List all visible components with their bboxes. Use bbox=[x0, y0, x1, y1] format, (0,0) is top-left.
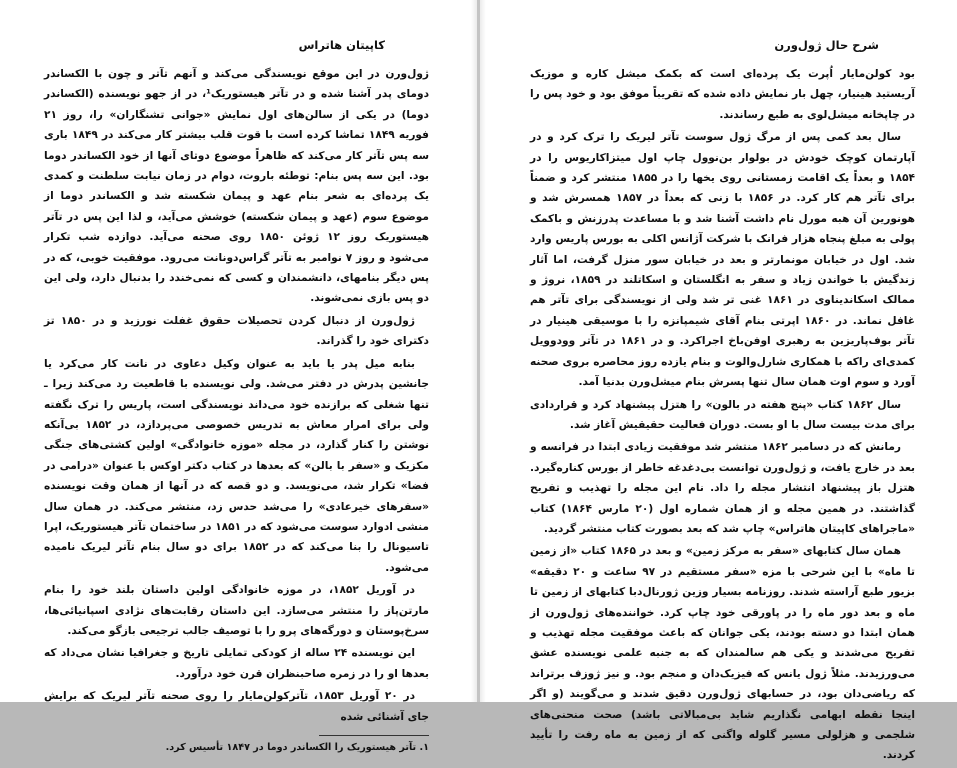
paragraph: بود کولن‌مایار اُپرت یک پرده‌ای است که بکمک میشل کاره و موزیک آریستید هینیار، چهل بار نمایش داده شده که تقریباً موفق بود و خود پس را در چاپخانه میشل‌لوی به طبع رساندند. bbox=[530, 68, 915, 121]
left-page bbox=[0, 0, 477, 753]
gutter-shadow bbox=[471, 0, 477, 702]
paragraph: رمانش که در دسامبر ۱۸۶۲ منتشر شد موفقیت زیادی ابتدا در فرانسه و بعد در خارج یافت، و ژول‌ورن توانست بی‌دغدغه خاطر از بورس کناره‌گیرد. هتزل باز پیشنهاد انتشار مجله را داد. نام این مجله را تهذیب و تفریح گذاشتند. در همین مجله و از همان شماره اول (۲۰ مارس ۱۸۶۴) کتاب «ماجراهای کاپیتان هاتراس» چاپ شد که بعد بصورت کتاب منتشر گردید. bbox=[530, 441, 915, 535]
paragraph: سال بعد کمی پس از مرگ ژول سوست تآتر لیریک را ترک کرد و در آپارتمان کوچک خودش در بولوار بن‌نوول چاپ اول میتزاکاریوس را در ۱۸۵۴ و بعداً یک اقامت زمستانی روی یخها را در ۱۸۵۵ منتشر کرد و ضمناً برای تآتر هم کار کرد. در ۱۸۵۶ با زنی که بعداً در ۱۸۵۷ همسرش شد و هونورین آن هبه مورل نام داشت آشنا شد و با مساعدت پدرزنش و باکمک پولی به مبلغ پنجاه هزار فرانک با شرکت آژانس اکلی به بورس پاریس وارد شد. اول در خیابان مونمارتر و بعد در خیابان سور منزل گرفت، اما آثار زندگیش با خواندن زیاد و سفر به انگلستان و اسکاتلند در ۱۸۵۹، نروژ و ممالک اسکاندیناوی در ۱۸۶۱ غنی تر شد ولی از نویسندگی برای تآتر هم غافل نماند. در ۱۸۶۰ اپرتی بنام آقای شیمپانزه را با موسیقی هینیار در تآتر بوف‌پاریزین به رهبری اوفن‌باخ اجراکرد. و در ۱۸۶۱ در تآتر وودوویل کمدی‌ای راکه با همکاری شارل‌والوت و بنام یازده روز محاصره بروی صحنه آورد و سوم اوت همان سال تنها پسرش بنام میشل‌ورن بدنیا آمد. bbox=[530, 131, 916, 389]
gutter-shadow bbox=[480, 0, 486, 702]
left-running-head: کاپیتان هاتراس bbox=[298, 38, 385, 52]
paragraph: در ۲۰ آوریل ۱۸۵۳، تآترکولن‌مایار را روی صحنه تآتر لیریک که برایش جای آشنائی شده bbox=[44, 690, 429, 723]
paragraph: همان سال کتابهای «سفر به مرکز زمین» و بعد در ۱۸۶۵ کتاب «از زمین تا ماه» با این شرحی با مزه «سفر مستقیم در ۹۷ ساعت و ۲۰ دقیقه» بزیور طبع آراسته شدند. روزنامه بسیار وزین ژورنال‌دبا کتابهای از زمین تا ماه و بعد دور ماه را در پاورقی خود چاپ کرد. خواننده‌های ژول‌ورن از همان ابتدا دو دسته بودند، یکی جوانان که باعث موفقیت مجله تهذیب و تفریح می‌شدند و یکی هم سالمندان که به جنبه علمی نویسنده عشق می‌ورزیدند. مثلاً ژول یانس که فیزیک‌دان و منجم بود. و نیز ژوزف برتراند که ریاضی‌دان بود، در حسابهای ژول‌ورن دقیق شدند و می‌گویند (و اگر اینجا نقطه ابهامی نگذاریم شاید بی‌مبالاتی باشد) صحت منحنی‌های شلجمی و هزلولی مسیر گلوله واگنی که از زمین به ماه رفت را تأیید کردند. bbox=[530, 545, 915, 762]
right-running-head: شرح حال ژول‌ورن bbox=[774, 38, 879, 52]
paragraph: ژول‌ورن از دنبال کردن تحصیلات حقوق غفلت نورزید و در ۱۸۵۰ تز دکترای خود را گذراند. bbox=[44, 314, 429, 348]
paragraph: این نویسنده ۲۴ ساله از کودکی تمایلی تاریخ و جغرافیا نشان می‌داد که بعدها او را در زمره صاحبنظران قرن خود درآورد. bbox=[44, 647, 429, 680]
left-page-body bbox=[44, 64, 429, 756]
right-page-body bbox=[530, 64, 915, 768]
right-page bbox=[480, 0, 957, 762]
footnote-divider bbox=[319, 735, 429, 736]
paragraph: سال ۱۸۶۲ کتاب «پنج هفته در بالون» را هتزل پیشنهاد کرد و قراردادی برای مدت بیست سال با او بست. دوران فعالیت حقیقیش آغاز شد. bbox=[530, 398, 915, 431]
footnote: ۱. تآتر هیستوریک را الکساندر دوما در ۱۸۴۷ تأسیس کرد. bbox=[165, 742, 429, 753]
paragraph: در آوریل ۱۸۵۲، در موزه خانوادگی اولین داستان بلند خود را بنام مارتن‌پاز را منتشر می‌سازد. این داستان رقابت‌های نژادی اسپانیائی‌ها، سرخ‌پوستان و دورگه‌های پرو را با توصیف جالب ترجیعی بازگو می‌کند. bbox=[44, 584, 429, 637]
paragraph: ژول‌ورن در این موقع نویسندگی می‌کند و آنهم تآتر و چون با الکساندر دومای پدر آشنا شده و در تآتر هیستوریک¹، در از جهو نویسنده (الکساندر دوما) در یکی از سالن‌های اول نمایش «جوانی تشنگاران» را، روز ۲۱ فوریه ۱۸۴۹ تماشا کرده است با قوت قلب بیشتر کار می‌کند در ۱۸۴۹ باری سه پس تآتر کار می‌کند که ظاهراً موضوع دوتای آنها از خود الکساندر دوما بود. این سه پس بنام: توطئه باروت، دوام در زمان نیابت سلطنت و کمدی یک پرده‌ای به شعر بنام عهد و پیمان شکسته شد و الکساندر دوما از موضوع سوم (عهد و پیمان شکسته) خوشش می‌آید، و لذا این پس در تآتر هیستوریک روز ۱۲ ژوئن ۱۸۵۰ روی صحنه می‌آید. دوازده شب تکرار می‌شود و روز ۷ نوامبر به تآتر گراس‌دونانت می‌رود. موفقیت خوبی، که در پس دیگر بنامهای، دانشمندان و کسی که نمی‌خندد را بدنبال دارد، ولی این دو پس بازی نمی‌شوند. bbox=[44, 68, 429, 305]
paragraph: بنابه میل پدر یا باید به عنوان وکیل دعاوی در نانت کار می‌کرد یا جانشین پدرش در دفتر می‌شد. ولی نویسنده با قاطعیت رد می‌کند زیرا ـ تنها شغلی که برازنده خود می‌داند نویسندگی است، پاریس را ترک نگفته ولی برای امرار معاش به تدریس خصوصی می‌پردازد، در ۱۸۵۲ بی‌آنکه نوشتن را کنار گذارد، در مجله «موزه خانوادگی» اولین کشتی‌های جنگی مکزیک و «سفر با بالن» که بعدها در کتاب دکتر اوکس با عنوان «درامی در فضا» تکرار شد، می‌نویسد. و دو قصه که در آنها از همان وقت نویسنده «سفرهای خیرعادی» را می‌شد حدس زد، منتشر می‌کند. در همان سال منشی ادوارد سوست می‌شود که در ۱۸۵۱ در ساختمان تآتر هیستوریک، اپرا تاسیونال را بنا می‌کند که در ۱۸۵۲ برای دو سال بنام تآتر لیریک نامیده می‌شود. bbox=[44, 357, 429, 574]
